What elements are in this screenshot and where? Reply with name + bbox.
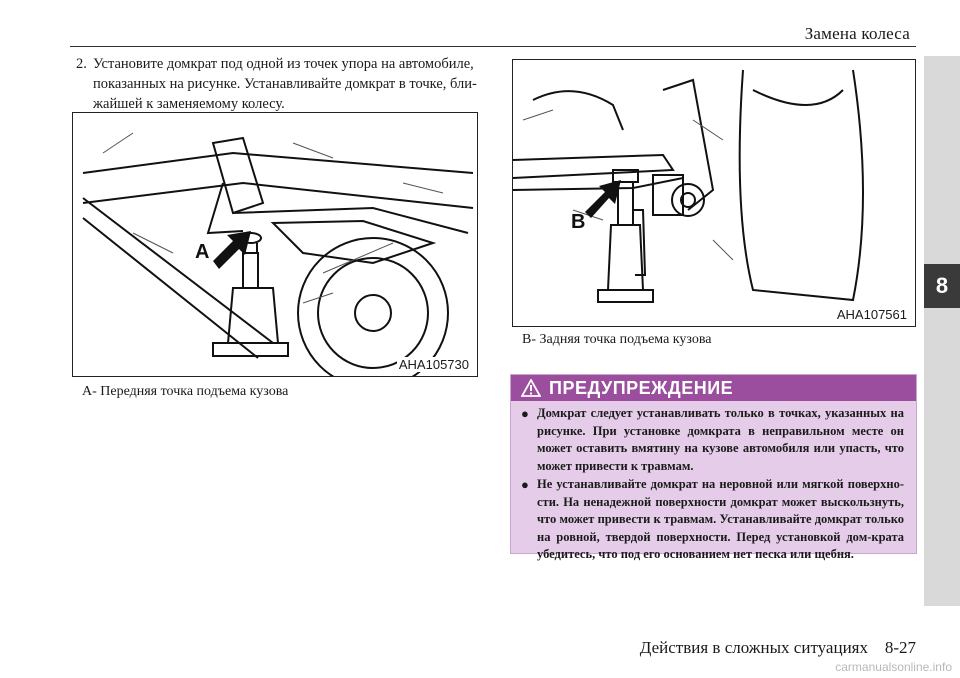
- figure-label-b: B: [571, 211, 586, 233]
- figure-rear-jack-point: [512, 59, 916, 327]
- step-text: Установите домкрат под одной из точек упора на автомобиле, показанных на рисунке. Устанавливайте домкрат в точке, бли-жайшей к заменяемому колесу.: [93, 56, 477, 112]
- header-rule: [70, 46, 916, 47]
- bullet-icon: ●: [521, 406, 529, 421]
- warning-item: [521, 405, 904, 475]
- chapter-side-tab: [924, 56, 960, 606]
- footer-section-title: Действия в сложных ситуациях: [639, 638, 868, 657]
- warning-title: ПРЕДУПРЕЖДЕНИЕ: [549, 377, 734, 398]
- figure-label-a: A: [195, 241, 210, 263]
- warning-box: [510, 374, 917, 561]
- warning-item-text: Не устанавливайте домкрат на неровной или мягкой поверхно-сти. На ненадежной поверхности домкрат может выскользнуть, что может привести к травмам. Устанавливайте домкрат только на ровной, твердой поверхности. Перед установкой дом-крата убедитесь, что под его основанием нет песка или щебня.: [537, 477, 904, 561]
- warning-item: [521, 476, 904, 564]
- rear-jack-illustration: [513, 60, 915, 326]
- step-number: 2.: [76, 56, 87, 72]
- step-instruction: [76, 54, 486, 114]
- figure-code: AHA105730: [398, 357, 469, 372]
- warning-list: [511, 401, 916, 564]
- page-number: 8-27: [884, 638, 916, 657]
- watermark: carmanualsonline.info: [835, 660, 952, 674]
- warning-header: [511, 375, 916, 401]
- warning-triangle-icon: [521, 379, 541, 397]
- figure-caption-b: B- Задняя точка подъема кузова: [522, 332, 712, 347]
- arrow-icon: [585, 180, 621, 218]
- figure-caption-a: A- Передняя точка подъема кузова: [82, 384, 289, 399]
- front-jack-illustration: [73, 113, 477, 376]
- chapter-number-badge: 8: [924, 264, 960, 308]
- running-header-title: Замена колеса: [804, 24, 910, 43]
- warning-item-text: Домкрат следует устанавливать только в точках, указанных на рисунке. При установке домкрата в неправильном месте он может оставить вмятину на кузове автомобиля или упасть, что может привести к травмам.: [537, 406, 904, 473]
- figure-code: AHA107561: [836, 307, 907, 322]
- figure-front-jack-point: [72, 112, 478, 377]
- bullet-icon: ●: [521, 477, 529, 492]
- arrow-icon: [213, 231, 251, 269]
